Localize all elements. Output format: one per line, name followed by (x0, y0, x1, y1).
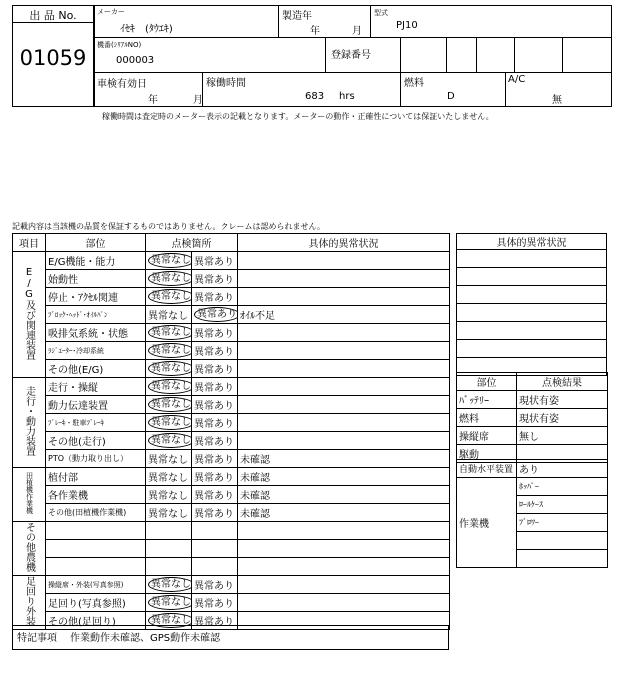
check-normal-cell (146, 486, 192, 504)
check-abnormal-cell (192, 324, 238, 342)
detail-cell: 未確認 (238, 486, 450, 504)
check-abnormal: 異常あり (194, 329, 234, 340)
part-cell: その他(E/G) (46, 360, 146, 378)
check-abnormal-cell (192, 414, 238, 432)
check-normal-cell (146, 378, 192, 396)
part-cell: 各作業機 (46, 486, 146, 504)
serial-value: 000003 (116, 55, 155, 66)
part-cell: その他(田植機作業機) (46, 504, 146, 522)
right-detail-table (456, 233, 607, 376)
registration-label: 登録番号 (331, 50, 371, 61)
result-header-part: 部位 (457, 373, 517, 391)
result-header-result: 点検結果 (517, 373, 608, 391)
check-normal-cell (146, 468, 192, 486)
right-detail-header: 具体的異常状況 (457, 234, 607, 250)
detail-cell (238, 594, 450, 612)
check-normal-cell (146, 450, 192, 468)
header-item: 項目 (13, 234, 46, 252)
check-normal-cell (146, 342, 192, 360)
check-normal-cell (146, 540, 192, 558)
check-abnormal-cell (192, 360, 238, 378)
detail-cell (238, 522, 450, 540)
check-normal-cell (146, 288, 192, 306)
check-normal-cell (146, 504, 192, 522)
detail-cell (457, 340, 607, 358)
detail-cell (238, 396, 450, 414)
detail-cell (457, 250, 607, 268)
check-normal: 異常なし (148, 491, 188, 502)
implement-item: ﾎｯﾊﾟｰ (517, 478, 608, 496)
detail-cell (238, 540, 450, 558)
check-abnormal: 異常あり (194, 599, 234, 610)
result-part: ﾊﾞｯﾃﾘｰ (457, 391, 517, 409)
table-row (13, 576, 450, 594)
inspection-month-unit: 月 (193, 95, 203, 106)
check-abnormal-cell (192, 270, 238, 288)
part-cell: 吸排気系統・状態 (46, 324, 146, 342)
detail-cell (238, 432, 450, 450)
check-abnormal-cell (192, 396, 238, 414)
implement-label: 作業機 (457, 478, 517, 568)
part-cell: 始動性 (46, 270, 146, 288)
ac-label: A/C (508, 74, 526, 85)
check-abnormal: 異常あり (194, 257, 234, 268)
check-abnormal: 異常あり (194, 275, 234, 286)
level-label: 自動水平装置 (457, 460, 517, 478)
group-label: 田植機作業機 (25, 472, 34, 514)
check-normal: 異常なし (148, 271, 192, 286)
detail-cell (238, 288, 450, 306)
table-row (13, 558, 450, 576)
check-abnormal: 異常あり (194, 365, 234, 376)
check-abnormal-cell (192, 288, 238, 306)
detail-cell (238, 342, 450, 360)
result-value: 現状有姿 (517, 409, 608, 427)
check-normal: 異常なし (148, 397, 192, 412)
check-normal: 異常なし (148, 289, 192, 304)
part-cell: PTO（動力取り出し） (46, 450, 146, 468)
group-label-cell (13, 468, 46, 522)
check-normal: 異常なし (148, 509, 188, 520)
check-abnormal: 異常あり (194, 401, 234, 412)
check-normal: 異常なし (148, 455, 188, 466)
detail-cell (238, 378, 450, 396)
group-label-cell (13, 522, 46, 576)
special-label: 特記事項 (17, 633, 57, 644)
implement-item: ﾛｰﾙｹｰｽ (517, 496, 608, 514)
result-value: 無し (517, 427, 608, 445)
table-row (457, 340, 607, 358)
check-abnormal-cell (192, 540, 238, 558)
detail-cell (457, 286, 607, 304)
check-abnormal-cell (192, 504, 238, 522)
table-row (13, 450, 450, 468)
check-abnormal: 異常あり (194, 437, 234, 448)
header-part: 部位 (46, 234, 146, 252)
detail-cell (238, 558, 450, 576)
check-normal-cell (146, 270, 192, 288)
check-abnormal: 異常あり (194, 347, 234, 358)
hours-value: 683 (305, 91, 325, 102)
table-row (13, 540, 450, 558)
table-row (457, 268, 607, 286)
check-abnormal-cell (192, 468, 238, 486)
table-row (457, 250, 607, 268)
part-cell (46, 522, 146, 540)
check-normal-cell (146, 558, 192, 576)
check-abnormal-cell (192, 594, 238, 612)
hours-label: 稼働時間 (206, 78, 246, 89)
header-check: 点検箇所 (146, 234, 238, 252)
level-value: あり (517, 460, 608, 478)
detail-cell (238, 360, 450, 378)
detail-cell (238, 576, 450, 594)
table-row (13, 486, 450, 504)
table-row (13, 396, 450, 414)
table-row (457, 427, 608, 445)
detail-cell: 未確認 (238, 450, 450, 468)
check-abnormal-cell (192, 558, 238, 576)
check-abnormal: 異常あり (194, 491, 234, 502)
detail-cell (457, 304, 607, 322)
check-normal-cell (146, 522, 192, 540)
check-normal: 異常なし (148, 433, 192, 448)
table-row (13, 324, 450, 342)
part-cell: 動力伝達装置 (46, 396, 146, 414)
check-normal: 異常なし (148, 311, 188, 322)
result-part: 燃料 (457, 409, 517, 427)
group-label: 足回り外装 (23, 576, 35, 626)
header-detail: 具体的異常状況 (238, 234, 450, 252)
table-row (13, 432, 450, 450)
group-label: E/G及び関連装置 (23, 266, 35, 360)
group-label-cell (13, 252, 46, 378)
maker-value: ｲｾｷ (ﾀｳｴｷ) (120, 24, 173, 35)
check-abnormal-cell (192, 306, 238, 324)
table-row (13, 522, 450, 540)
fuel-label: 燃料 (404, 78, 424, 89)
lot-number: 01059 (19, 46, 87, 70)
table-row (13, 594, 450, 612)
group-label: 走行・動力装置 (23, 386, 35, 456)
part-cell (46, 540, 146, 558)
result-table (456, 372, 608, 463)
inspection-table (12, 233, 450, 630)
check-abnormal-cell (192, 342, 238, 360)
table-row (13, 252, 450, 270)
part-cell: 操縦席・外装(写真参照) (46, 576, 146, 594)
part-cell: その他(足回り) (46, 612, 146, 630)
part-cell: ﾌﾞﾚｰｷ・駐車ﾌﾞﾚｰｷ (46, 414, 146, 432)
check-normal: 異常なし (148, 361, 192, 376)
check-normal-cell (146, 252, 192, 270)
table-row (13, 468, 450, 486)
result-value: 現状有姿 (517, 391, 608, 409)
check-abnormal: 異常あり (194, 293, 234, 304)
check-abnormal-cell (192, 522, 238, 540)
check-normal: 異常なし (148, 343, 192, 358)
check-abnormal-cell (192, 486, 238, 504)
part-cell: その他(走行) (46, 432, 146, 450)
result-part: 操縦席 (457, 427, 517, 445)
check-abnormal: 異常あり (194, 455, 234, 466)
group-label: その他農機 (23, 522, 35, 572)
check-normal: 異常なし (148, 613, 192, 628)
lot-label: 出 品 No. (29, 9, 77, 22)
check-abnormal: 異常あり (194, 617, 234, 628)
check-normal-cell (146, 576, 192, 594)
inspection-year-unit: 年 (148, 95, 158, 106)
check-normal: 異常なし (148, 379, 192, 394)
table-row (457, 304, 607, 322)
check-normal-cell (146, 396, 192, 414)
check-normal: 異常なし (148, 253, 192, 268)
part-cell: 停止・ｱｸｾﾙ関連 (46, 288, 146, 306)
detail-cell (238, 414, 450, 432)
table-row (13, 378, 450, 396)
check-abnormal: 異常あり (194, 473, 234, 484)
table-row (13, 270, 450, 288)
detail-cell: 未確認 (238, 504, 450, 522)
check-normal-cell (146, 306, 192, 324)
quality-note: 記載内容は当該機の品質を保証するものではありません。クレームは認められません。 (12, 222, 325, 231)
detail-cell (238, 324, 450, 342)
implement-item (517, 532, 608, 550)
detail-cell (238, 252, 450, 270)
part-cell: E/G機能・能力 (46, 252, 146, 270)
check-normal: 異常なし (148, 473, 188, 484)
check-abnormal-cell (192, 576, 238, 594)
fuel-value: D (447, 91, 455, 102)
check-normal-cell (146, 594, 192, 612)
check-abnormal: 異常あり (194, 383, 234, 394)
check-normal: 異常なし (148, 577, 192, 592)
model-value: PJ10 (396, 20, 418, 31)
hours-unit: hrs (339, 91, 355, 102)
detail-cell: 未確認 (238, 468, 450, 486)
check-abnormal: 異常あり (194, 581, 234, 592)
table-row (457, 478, 608, 496)
check-normal-cell (146, 360, 192, 378)
model-label: 型式 (374, 9, 388, 17)
table-row (457, 322, 607, 340)
part-cell: ﾌﾞﾛｯｸ･ﾍｯﾄﾞ･ｵｲﾙﾊﾟﾝ (46, 306, 146, 324)
hours-note: 稼働時間は査定時のメーター表示の記載となります。メーターの動作・正確性については保証いたしません。 (102, 112, 494, 121)
check-normal-cell (146, 324, 192, 342)
year-label: 製造年 (282, 11, 312, 22)
month-unit: 月 (352, 26, 362, 37)
check-abnormal: 異常あり (194, 307, 238, 322)
year-unit: 年 (310, 26, 320, 37)
serial-label: 機番(ｼﾘｱﾙNO) (97, 41, 142, 49)
table-row (13, 414, 450, 432)
special-value: 作業動作未確認、GPS動作未確認 (70, 633, 221, 644)
part-cell: 走行・操縦 (46, 378, 146, 396)
check-normal-cell (146, 414, 192, 432)
check-normal: 異常なし (148, 415, 192, 430)
check-abnormal-cell (192, 450, 238, 468)
maker-label: メーカー (97, 8, 125, 16)
check-abnormal-cell (192, 252, 238, 270)
part-cell: ﾗｼﾞｴｰﾀｰ･冷却系統 (46, 342, 146, 360)
implement-item (517, 550, 608, 568)
check-normal: 異常なし (148, 595, 192, 610)
check-normal-cell (146, 432, 192, 450)
group-label-cell (13, 378, 46, 468)
detail-cell (457, 268, 607, 286)
part-cell: 植付部 (46, 468, 146, 486)
table-row (13, 504, 450, 522)
group-label-cell (13, 576, 46, 630)
ac-value: 無 (552, 95, 562, 106)
check-normal: 異常なし (148, 325, 192, 340)
table-row (13, 342, 450, 360)
inspection-label: 車検有効日 (97, 79, 147, 90)
table-row (13, 306, 450, 324)
detail-cell (457, 322, 607, 340)
implement-table (456, 459, 608, 568)
table-row (457, 391, 608, 409)
table-row (13, 288, 450, 306)
detail-cell (238, 270, 450, 288)
check-abnormal: 異常あり (194, 509, 234, 520)
table-row (13, 360, 450, 378)
table-row (457, 286, 607, 304)
check-abnormal-cell (192, 432, 238, 450)
check-abnormal: 異常あり (194, 419, 234, 430)
detail-cell: ｵｲﾙ不足 (238, 306, 450, 324)
part-cell (46, 558, 146, 576)
part-cell: 足回り(写真参照) (46, 594, 146, 612)
result-part: 駆動 (457, 445, 517, 463)
check-abnormal-cell (192, 378, 238, 396)
implement-item: ﾌﾞﾛﾜｰ (517, 514, 608, 532)
table-row (457, 409, 608, 427)
